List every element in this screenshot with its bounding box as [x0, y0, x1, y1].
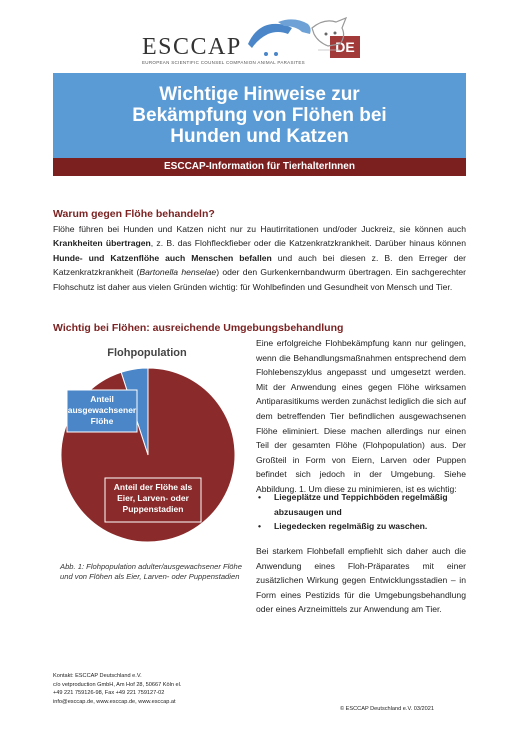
- animal-faces-icon: [242, 14, 362, 62]
- logo-country-badge: DE: [330, 36, 360, 58]
- text-run: Flöhe führen bei Hunden und Katzen nicht nur zu Hautirritationen und/oder Juckreiz, sie können auch: [53, 224, 466, 234]
- text-run-bold: Krankheiten übertragen: [53, 238, 151, 249]
- title-line-2: Bekämpfung von Flöhen bei: [132, 105, 387, 126]
- section2-paragraph-2: Bei starkem Flohbefall empfiehlt sich daher auch die Anwendung eines Floh-Präparates mit einer zusätzlichen Wirkung gegen Entwicklungsstadien – in Form eines Pestizids für die Umgebungsbehandlung oder eines Arzneimittels zur Anwendung am Tier.: [256, 546, 466, 615]
- bullet-icon: •: [258, 492, 262, 502]
- list-item: [256, 490, 466, 519]
- pie-label: Anteil der Flöhe als Eier, Larven- oder Puppenstadien: [113, 482, 193, 514]
- bullet-icon: •: [258, 521, 262, 532]
- logo-wordmark: ESCCAP: [142, 34, 242, 60]
- text-run: ) oder den Gurkenkernbandwurm übertragen. Ein sachgerechter Flohschutz ist daher aus vielen Gründen wichtig: für Wohlbefinden und Gesundheit von Mensch und Tier.: [53, 267, 467, 292]
- subtitle-bar: ESCCAP-Information für TierhalterInnen: [53, 158, 466, 176]
- text-run: und auch bei diesen z. B. den Erreger der Katzenkratzkrankheit (: [53, 252, 466, 278]
- title-line-3: Hunden und Katzen: [170, 126, 349, 147]
- list-item-text: Liegeplätze und Teppichböden regelmäßig abzusaugen und: [274, 492, 448, 517]
- copyright: © ESCCAP Deutschland e.V. 03/2021: [340, 706, 434, 712]
- chart-title: Flohpopulation: [107, 347, 187, 359]
- section2-paragraph-1: Eine erfolgreiche Flohbekämpfung kann nur gelingen, wenn die Behandlungsmaßnahmen entsprechend dem Flohlebenszyklus angepasst und umgesetzt werden. Mit der Anwendung eines gegen Flöhe wirksamen Antiparasitikums werden zunächst lediglich die sich auf dem betreffenden Tier befindlichen ausgewachsenen Flöhe eliminiert. Diese machen allerdings nur einen Teil der gesamten Flöhe (Flohpopulation) aus. Der Großteil in Form von Eiern, Larven oder Puppen befindet sich jedoch in der Umgebung. Siehe Abbildung. 1. Um diese zu minimieren, ist es wichtig:: [256, 338, 466, 494]
- footer-line: Kontakt: ESCCAP Deutschland e.V.: [53, 673, 142, 679]
- footer-line: +49 221 759126-98, Fax +49 221 759127-02: [53, 690, 165, 697]
- logo-tagline: EUROPEAN SCIENTIFIC COUNSEL COMPANION ANIMAL PARASITES: [142, 60, 305, 65]
- pie-label: Anteil ausgewachsener Flöhe: [67, 394, 137, 426]
- section1-paragraph: [53, 222, 466, 294]
- text-run-bold: Hunde- und Katzenflöhe auch Menschen befallen: [53, 252, 272, 263]
- title-line-1: Wichtige Hinweise zur: [159, 84, 360, 105]
- section2-heading: Wichtig bei Flöhen: ausreichende Umgebungsbehandlung: [53, 322, 344, 334]
- flea-population-pie-chart: [53, 340, 253, 555]
- recommendation-list: [256, 490, 466, 534]
- footer-line: info@esccap.de, www.esccap.de, www.esccap.at: [53, 698, 176, 705]
- footer-line: c/o vetproduction GmbH, Am Hof 28, 50667 Köln el.: [53, 681, 182, 688]
- title-banner: [53, 73, 466, 158]
- text-run-italic: Bartonella henselae: [139, 267, 217, 278]
- figure-caption: Abb. 1: Flohpopulation adulter/ausgewachsener Flöhe und von Flöhen als Eier, Larven- oder Puppenstadien: [60, 562, 242, 581]
- section1-heading: Warum gegen Flöhe behandeln?: [53, 208, 215, 220]
- contact-footer: [53, 672, 181, 706]
- list-item-text: Liegedecken regelmäßig zu waschen.: [274, 521, 428, 532]
- esccap-logo: [142, 14, 382, 66]
- text-run: , z. B. das Flohfleckfieber oder die Katzenkratzkrankheit. Darüber hinaus können: [150, 238, 466, 249]
- list-item: [256, 519, 466, 534]
